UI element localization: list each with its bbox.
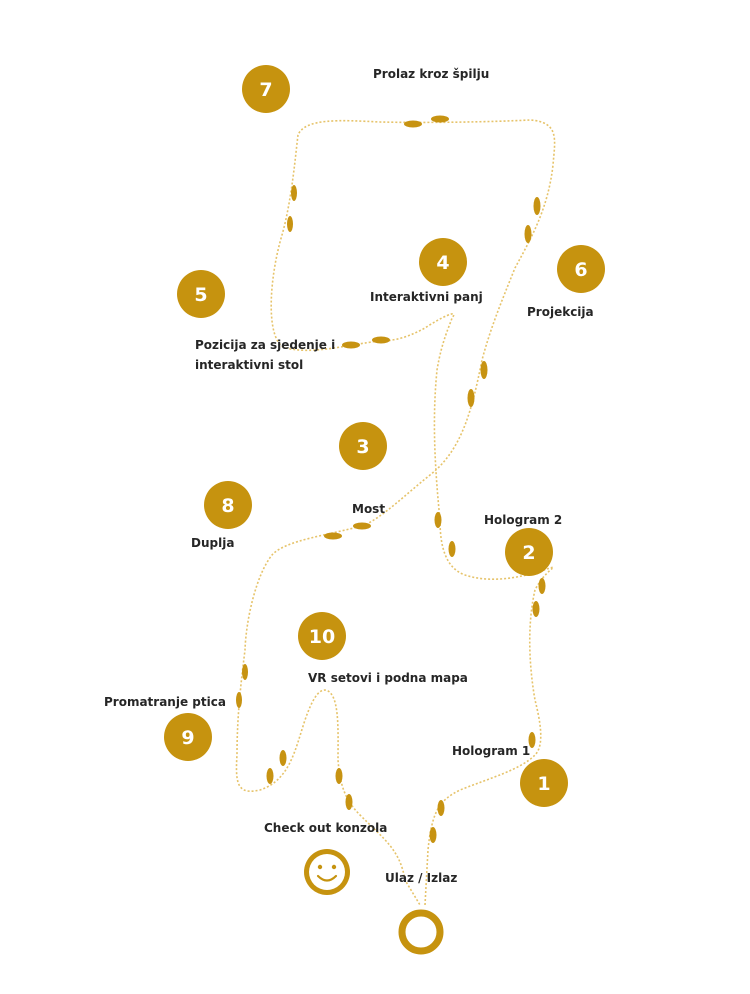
station-8[interactable] <box>191 481 252 550</box>
station-4[interactable] <box>370 238 483 304</box>
footstep <box>353 523 371 530</box>
station-number: 4 <box>436 252 450 274</box>
checkout-label: Check out konzola <box>264 821 388 835</box>
station-label: Projekcija <box>527 305 594 319</box>
station-number: 10 <box>308 626 336 648</box>
footstep <box>449 541 456 557</box>
station-number: 8 <box>221 495 235 517</box>
station-2[interactable] <box>484 513 562 576</box>
footstep <box>372 337 390 344</box>
station-7[interactable] <box>242 65 489 113</box>
station-label: VR setovi i podna mapa <box>308 671 468 685</box>
station-9[interactable] <box>104 695 226 761</box>
station-number: 1 <box>537 773 551 795</box>
station-6[interactable] <box>527 245 605 319</box>
footstep <box>291 185 297 201</box>
station-number: 7 <box>259 79 273 101</box>
checkout-console[interactable] <box>264 821 387 895</box>
entrance-label: Ulaz / Izlaz <box>385 871 458 885</box>
footstep <box>430 827 437 843</box>
station-label: Duplja <box>191 536 235 550</box>
station-number: 9 <box>181 727 195 749</box>
smiley-face-icon <box>304 849 350 895</box>
station-5[interactable] <box>177 270 335 372</box>
station-number: 3 <box>356 436 370 458</box>
footstep <box>431 116 449 123</box>
station-label: Hologram 1 <box>452 744 531 758</box>
footstep <box>438 800 445 816</box>
ring-icon <box>402 913 440 951</box>
footstep <box>533 601 540 617</box>
station-number: 2 <box>522 542 536 564</box>
footstep <box>342 342 360 349</box>
station-label: Most <box>352 502 386 516</box>
station-label: Prolaz kroz špilju <box>373 67 490 81</box>
footstep <box>481 361 488 379</box>
footstep <box>525 225 532 243</box>
footstep <box>534 197 541 215</box>
station-label: Hologram 2 <box>484 513 563 527</box>
station-1[interactable] <box>452 744 568 807</box>
footstep <box>242 664 248 680</box>
footstep <box>267 768 274 784</box>
station-3[interactable] <box>339 422 387 516</box>
station-label-line2: interaktivni stol <box>195 358 304 372</box>
station-label: Interaktivni panj <box>370 290 483 304</box>
footstep <box>324 533 342 540</box>
station-number: 5 <box>194 284 208 306</box>
footstep <box>287 216 293 232</box>
footstep <box>336 768 343 784</box>
station-label: Promatranje ptica <box>104 695 226 709</box>
footstep <box>236 692 242 708</box>
footstep <box>468 389 475 407</box>
footstep <box>435 512 442 528</box>
footstep <box>280 750 287 766</box>
station-10[interactable] <box>298 612 468 685</box>
footstep <box>404 121 422 128</box>
station-number: 6 <box>574 259 588 281</box>
station-label-line1: Pozicija za sjedenje i <box>195 338 336 352</box>
footstep-marks <box>236 116 546 844</box>
entrance-exit[interactable] <box>385 871 457 951</box>
footstep <box>346 794 353 810</box>
footstep <box>539 578 546 594</box>
